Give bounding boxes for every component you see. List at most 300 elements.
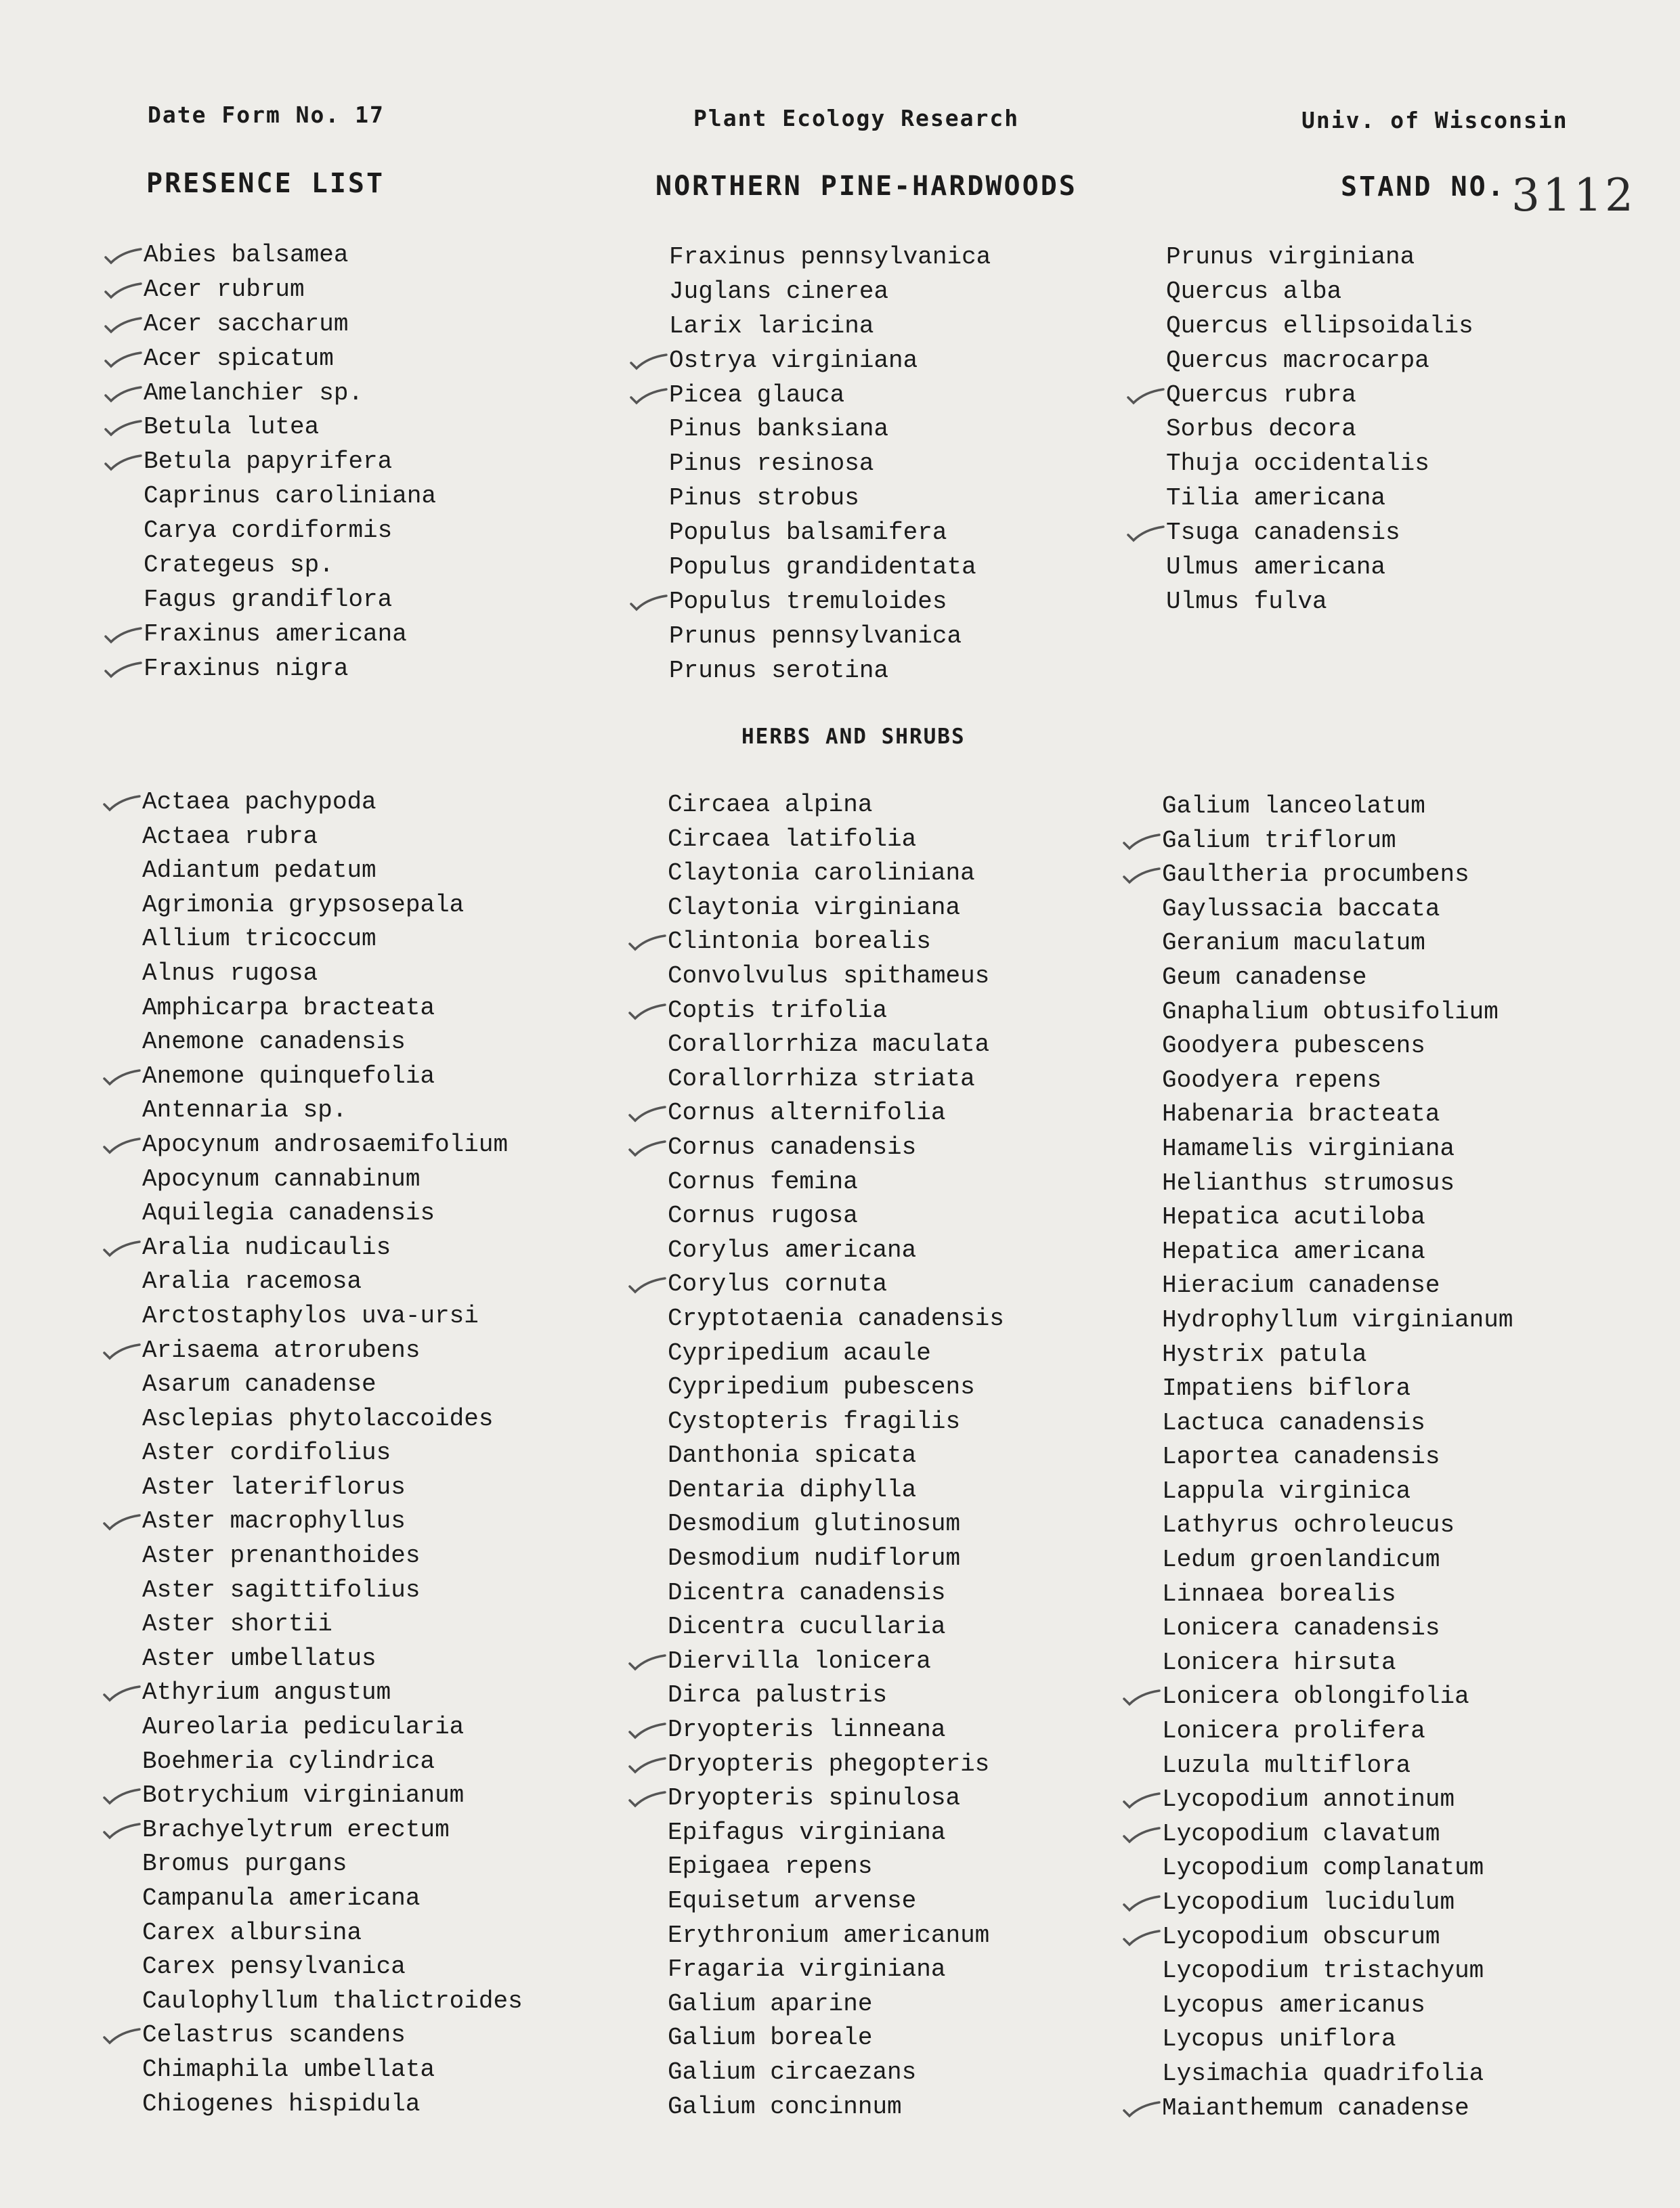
species-entry <box>669 240 991 275</box>
species-name: Aster macrophyllus <box>142 1507 406 1536</box>
species-name: Quercus rubra <box>1166 381 1356 409</box>
species-entry <box>1162 1029 1513 1064</box>
species-name: Acer rubrum <box>144 275 305 303</box>
check-mark-icon <box>627 351 668 371</box>
species-name: Prunus virginiana <box>1166 243 1415 271</box>
species-name: Lycopodium obscurum <box>1162 1922 1440 1951</box>
species-name: Lycopodium annotinum <box>1162 1785 1455 1814</box>
species-entry <box>1166 447 1473 481</box>
species-entry <box>668 1850 1004 1884</box>
species-entry <box>669 344 991 378</box>
species-entry <box>669 447 991 481</box>
species-name: Athyrium angustum <box>142 1679 391 1707</box>
check-mark-icon <box>102 624 142 645</box>
species-name: Diervilla lonicera <box>668 1647 931 1675</box>
species-entry <box>1162 1851 1513 1886</box>
species-name: Claytonia caroliniana <box>668 859 975 888</box>
species-entry <box>144 342 436 376</box>
species-entry <box>1162 1303 1513 1338</box>
species-entry <box>144 618 436 652</box>
species-name: Arisaema atrorubens <box>142 1336 421 1364</box>
species-name: Boehmeria cylindrica <box>142 1747 435 1775</box>
species-name: Corallorrhiza maculata <box>668 1031 990 1059</box>
species-name: Erythronium americanum <box>668 1921 990 1949</box>
check-mark-icon <box>626 1001 666 1021</box>
species-name: Dryopteris phegopteris <box>668 1750 990 1778</box>
species-entry <box>1162 1783 1513 1817</box>
check-mark-icon <box>102 659 142 679</box>
species-name: Anemone quinquefolia <box>142 1062 435 1090</box>
species-entry <box>1162 824 1513 859</box>
species-entry <box>1162 1817 1513 1852</box>
species-name: Aster sagittifolius <box>142 1576 421 1604</box>
species-entry <box>668 994 1004 1029</box>
species-name: Populus balsamifera <box>669 519 947 547</box>
species-entry <box>142 991 523 1026</box>
check-mark-icon <box>627 592 668 612</box>
species-name: Pinus strobus <box>669 484 859 513</box>
species-name: Chimaphila umbellata <box>142 2055 435 2083</box>
species-name: Actaea pachypoda <box>142 788 376 816</box>
species-entry <box>668 1679 1004 1713</box>
species-name: Hepatica americana <box>1162 1237 1425 1265</box>
species-entry <box>142 1847 523 1882</box>
species-name: Helianthus strumosus <box>1162 1169 1455 1197</box>
species-entry <box>144 479 436 514</box>
species-name: Ledum groenlandicum <box>1162 1546 1440 1574</box>
species-entry <box>668 1028 1004 1062</box>
species-entry <box>1162 2092 1513 2126</box>
check-mark-icon <box>1124 523 1165 543</box>
species-name: Cornus alternifolia <box>668 1099 946 1127</box>
species-entry <box>1162 1886 1513 1920</box>
species-entry <box>668 1473 1004 1508</box>
species-name: Prunus pennsylvanica <box>669 622 962 650</box>
species-entry <box>1162 1611 1513 1646</box>
species-name: Hystrix patula <box>1162 1340 1367 1368</box>
species-entry <box>668 1507 1004 1542</box>
species-name: Carex albursina <box>142 1918 362 1947</box>
species-name: Caprinus caroliniana <box>144 482 437 511</box>
species-entry <box>1162 1406 1513 1441</box>
species-entry <box>1162 995 1513 1030</box>
species-name: Dryopteris spinulosa <box>668 1784 961 1813</box>
species-entry <box>668 1748 1004 1782</box>
species-entry <box>142 1060 523 1094</box>
species-entry <box>1166 309 1473 344</box>
species-entry <box>1166 240 1473 275</box>
check-mark-icon <box>626 1754 666 1775</box>
check-mark-icon <box>100 792 141 813</box>
species-name: Desmodium glutinosum <box>668 1510 961 1538</box>
species-entry <box>669 516 991 550</box>
species-name: Apocynum androsaemifolium <box>142 1130 509 1159</box>
species-name: Galium lanceolatum <box>1162 792 1425 820</box>
check-mark-icon <box>1120 865 1161 885</box>
species-name: Crategeus sp. <box>144 551 334 580</box>
species-name: Agrimonia grypsosepala <box>142 890 465 919</box>
species-name: Aster lateriflorus <box>142 1473 406 1501</box>
species-entry <box>1162 1167 1513 1201</box>
species-name: Danthonia spicata <box>668 1442 917 1470</box>
check-mark-icon <box>100 1820 141 1840</box>
species-name: Fraxinus pennsylvanica <box>669 243 991 271</box>
species-name: Tsuga canadensis <box>1166 519 1400 547</box>
species-entry <box>1162 926 1513 961</box>
species-name: Epigaea repens <box>668 1853 873 1881</box>
species-entry <box>669 620 991 654</box>
species-entry <box>142 1231 523 1265</box>
species-entry <box>142 1402 523 1437</box>
species-entry <box>668 1062 1004 1097</box>
species-entry <box>1166 585 1473 620</box>
species-name: Dicentra canadensis <box>668 1578 946 1607</box>
species-name: Galium concinnum <box>668 2092 902 2121</box>
check-mark-icon <box>1120 1790 1161 1810</box>
species-name: Cystopteris fragilis <box>668 1407 961 1435</box>
species-name: Lycopodium lucidulum <box>1162 1888 1455 1916</box>
species-name: Linnaea borealis <box>1162 1580 1396 1608</box>
species-name: Epifagus virginiana <box>668 1818 946 1846</box>
species-name: Lycopodium clavatum <box>1162 1819 1440 1848</box>
form-number: Date Form No. 17 <box>148 102 385 128</box>
species-entry <box>1162 1338 1513 1372</box>
species-entry <box>1162 2022 1513 2057</box>
species-name: Fraxinus americana <box>144 620 407 648</box>
species-name: Galium boreale <box>668 2024 873 2052</box>
species-name: Actaea rubra <box>142 822 318 850</box>
species-name: Hepatica acutiloba <box>1162 1203 1425 1232</box>
species-name: Asarum canadense <box>142 1370 376 1399</box>
species-name: Populus tremuloides <box>669 587 947 615</box>
species-name: Campanula americana <box>142 1884 421 1912</box>
species-name: Gaultheria procumbens <box>1162 861 1469 889</box>
species-name: Cornus canadensis <box>668 1133 917 1161</box>
species-entry <box>668 1645 1004 1679</box>
species-name: Sorbus decora <box>1166 415 1356 443</box>
species-name: Geranium maculatum <box>1162 929 1425 957</box>
species-entry <box>1162 1509 1513 1543</box>
stand-label: STAND NO. <box>1341 171 1506 202</box>
species-entry <box>668 2056 1004 2090</box>
tree-column-1 <box>144 238 436 687</box>
species-name: Dirca palustris <box>668 1681 888 1710</box>
species-name: Equisetum arvense <box>668 1887 917 1915</box>
species-name: Habenaria bracteata <box>1162 1100 1440 1129</box>
stand-number-handwritten: 3112 <box>1511 169 1636 221</box>
species-entry <box>668 959 1004 994</box>
check-mark-icon <box>626 932 666 952</box>
check-mark-icon <box>102 417 142 437</box>
check-mark-icon <box>626 1138 666 1158</box>
check-mark-icon <box>102 245 142 265</box>
species-entry <box>668 1096 1004 1131</box>
species-name: Aureolaria pedicularia <box>142 1713 465 1741</box>
check-mark-icon <box>1120 1892 1161 1913</box>
species-entry <box>668 1439 1004 1473</box>
species-name: Lycopus americanus <box>1162 1991 1425 2019</box>
species-entry <box>1166 412 1473 447</box>
check-mark-icon <box>100 1238 141 1258</box>
check-mark-icon <box>1120 1687 1161 1707</box>
species-entry <box>1162 2057 1513 2092</box>
species-name: Lonicera canadensis <box>1162 1614 1440 1643</box>
species-entry <box>668 1610 1004 1645</box>
species-entry <box>668 1919 1004 1953</box>
species-entry <box>668 1268 1004 1302</box>
species-entry <box>142 1436 523 1471</box>
species-entry <box>668 1337 1004 1371</box>
species-entry <box>1162 961 1513 995</box>
species-name: Alnus rugosa <box>142 959 318 987</box>
species-entry <box>142 1163 523 1197</box>
species-name: Circaea alpina <box>668 791 873 819</box>
check-mark-icon <box>100 1341 141 1361</box>
species-entry <box>142 1985 523 2019</box>
species-name: Aster umbellatus <box>142 1644 376 1672</box>
species-entry <box>142 1471 523 1505</box>
check-mark-icon <box>100 1511 141 1532</box>
species-entry <box>1166 550 1473 585</box>
species-name: Abies balsamea <box>144 241 349 269</box>
species-name: Convolvulus spithameus <box>668 961 990 990</box>
check-mark-icon <box>102 452 142 472</box>
species-name: Populus grandidentata <box>669 553 976 582</box>
species-entry <box>142 1642 523 1676</box>
species-name: Tilia americana <box>1166 484 1386 513</box>
species-entry <box>669 585 991 620</box>
check-mark-icon <box>100 2025 141 2045</box>
species-entry <box>669 412 991 447</box>
species-name: Caulophyllum thalictroides <box>142 1987 523 2015</box>
species-name: Asclepias phytolaccoides <box>142 1404 494 1433</box>
species-name: Chiogenes hispidula <box>142 2090 421 2118</box>
species-name: Lycopodium complanatum <box>1162 1854 1484 1882</box>
species-name: Aster shortii <box>142 1610 332 1639</box>
species-name: Ulmus fulva <box>1166 587 1327 615</box>
check-mark-icon <box>102 383 142 404</box>
check-mark-icon <box>1120 2098 1161 2119</box>
check-mark-icon <box>626 1720 666 1740</box>
species-entry <box>142 1607 523 1642</box>
check-mark-icon <box>100 1785 141 1806</box>
species-name: Quercus alba <box>1166 277 1342 305</box>
species-name: Fragaria virginiana <box>668 1955 946 1984</box>
check-mark-icon <box>626 1651 666 1672</box>
species-name: Lonicera prolifera <box>1162 1717 1425 1746</box>
species-name: Prunus serotina <box>669 656 889 685</box>
species-entry <box>142 1196 523 1231</box>
species-entry <box>1162 1989 1513 2023</box>
species-entry <box>142 785 523 820</box>
species-name: Cryptotaenia canadensis <box>668 1304 1004 1333</box>
species-name: Lonicera hirsuta <box>1162 1648 1396 1676</box>
species-name: Cornus rugosa <box>668 1202 858 1230</box>
species-name: Adiantum pedatum <box>142 857 376 885</box>
species-name: Lathyrus ochroleucus <box>1162 1511 1455 1540</box>
species-entry <box>668 1131 1004 1165</box>
species-name: Ostrya virginiana <box>669 346 918 374</box>
species-entry <box>144 583 436 618</box>
check-mark-icon <box>1124 385 1165 406</box>
species-name: Aster prenanthoides <box>142 1542 421 1570</box>
species-name: Aster cordifolius <box>142 1439 391 1467</box>
species-name: Corylus americana <box>668 1236 917 1264</box>
species-entry <box>1162 1475 1513 1509</box>
species-entry <box>142 820 523 854</box>
species-name: Amelanchier sp. <box>144 378 364 407</box>
check-mark-icon <box>626 1274 666 1295</box>
species-name: Ulmus americana <box>1166 553 1386 582</box>
species-name: Acer spicatum <box>144 344 334 372</box>
check-mark-icon <box>102 280 142 300</box>
species-entry <box>669 275 991 309</box>
species-name: Betula papyrifera <box>144 448 393 476</box>
species-name: Acer saccharum <box>144 309 349 338</box>
species-entry <box>1162 1714 1513 1749</box>
species-name: Juglans cinerea <box>669 277 889 305</box>
species-name: Allium tricoccum <box>142 925 376 953</box>
check-mark-icon <box>102 349 142 369</box>
species-entry <box>144 445 436 479</box>
species-name: Arctostaphylos uva-ursi <box>142 1301 479 1330</box>
species-name: Bromus purgans <box>142 1850 347 1878</box>
species-entry <box>668 1987 1004 2022</box>
species-entry <box>669 481 991 516</box>
herbs-section-title: HERBS AND SHRUBS <box>741 724 966 749</box>
species-entry <box>142 1710 523 1745</box>
species-entry <box>1162 1235 1513 1270</box>
species-entry <box>142 854 523 888</box>
species-entry <box>668 2090 1004 2125</box>
species-name: Quercus macrocarpa <box>1166 346 1429 374</box>
species-name: Cypripedium acaule <box>668 1339 931 1367</box>
species-name: Carya cordiformis <box>144 517 393 545</box>
species-entry <box>1162 1372 1513 1406</box>
species-entry <box>1162 1749 1513 1783</box>
species-entry <box>142 2087 523 2122</box>
species-name: Galium triflorum <box>1162 826 1396 854</box>
species-entry <box>142 1094 523 1128</box>
species-entry <box>1166 275 1473 309</box>
species-entry <box>668 1542 1004 1576</box>
species-entry <box>1162 858 1513 892</box>
species-entry <box>668 1199 1004 1234</box>
species-entry <box>669 654 991 689</box>
species-name: Gnaphalium obtusifolium <box>1162 997 1499 1026</box>
species-entry <box>144 376 436 411</box>
species-entry <box>142 1676 523 1710</box>
species-name: Laportea canadensis <box>1162 1443 1440 1471</box>
species-name: Fraxinus nigra <box>144 654 349 683</box>
species-name: Lycopus uniflora <box>1162 2025 1396 2054</box>
species-name: Cornus femina <box>668 1167 858 1196</box>
species-name: Gaylussacia baccata <box>1162 894 1440 923</box>
species-entry <box>142 1882 523 1916</box>
species-entry <box>1162 789 1513 824</box>
species-entry <box>668 1370 1004 1405</box>
species-entry <box>142 1025 523 1060</box>
species-entry <box>144 514 436 548</box>
list-title: PRESENCE LIST <box>146 168 385 199</box>
species-name: Desmodium nudiflorum <box>668 1544 961 1573</box>
species-entry <box>1162 1954 1513 1989</box>
species-entry <box>1166 481 1473 516</box>
species-entry <box>142 1368 523 1402</box>
species-entry <box>142 1334 523 1368</box>
species-name: Thuja occidentalis <box>1166 450 1429 478</box>
university-name: Univ. of Wisconsin <box>1301 107 1568 133</box>
species-entry <box>668 925 1004 959</box>
species-entry <box>669 550 991 585</box>
community-title: NORTHERN PINE-HARDWOODS <box>655 171 1077 202</box>
species-name: Galium circaezans <box>668 2058 917 2086</box>
check-mark-icon <box>100 1066 141 1087</box>
check-mark-icon <box>626 1103 666 1123</box>
species-name: Botrychium virginianum <box>142 1781 465 1810</box>
organization-name: Plant Ecology Research <box>693 105 1020 131</box>
species-entry <box>144 652 436 687</box>
species-entry <box>668 1953 1004 1987</box>
species-name: Pinus banksiana <box>669 415 889 443</box>
species-entry <box>144 238 436 273</box>
species-entry <box>668 823 1004 857</box>
species-entry <box>142 2053 523 2087</box>
check-mark-icon <box>626 1788 666 1809</box>
species-entry <box>1162 1064 1513 1098</box>
species-entry <box>669 309 991 344</box>
species-name: Aralia nudicaulis <box>142 1233 391 1261</box>
species-entry <box>668 1576 1004 1611</box>
species-entry <box>142 1539 523 1574</box>
species-entry <box>142 957 523 991</box>
species-entry <box>1162 1920 1513 1955</box>
species-entry <box>142 1299 523 1334</box>
species-name: Geum canadense <box>1162 963 1367 991</box>
species-name: Maianthemum canadense <box>1162 2094 1469 2122</box>
species-entry <box>1162 1132 1513 1167</box>
species-name: Fagus grandiflora <box>144 585 393 613</box>
check-mark-icon <box>100 1683 141 1703</box>
species-name: Circaea latifolia <box>668 825 917 853</box>
species-entry <box>144 273 436 307</box>
species-entry <box>1162 1269 1513 1303</box>
species-entry <box>1162 1098 1513 1132</box>
species-name: Apocynum cannabinum <box>142 1165 421 1193</box>
species-name: Betula lutea <box>144 413 320 441</box>
species-name: Carex pensylvanica <box>142 1953 406 1981</box>
species-entry <box>142 1574 523 1608</box>
species-entry <box>142 1265 523 1299</box>
species-entry <box>144 307 436 342</box>
species-name: Luzula multiflora <box>1162 1751 1411 1779</box>
check-mark-icon <box>1120 1927 1161 1947</box>
check-mark-icon <box>627 385 668 406</box>
species-entry <box>668 891 1004 926</box>
species-name: Corylus cornuta <box>668 1270 888 1299</box>
check-mark-icon <box>102 314 142 334</box>
species-name: Lonicera oblongifolia <box>1162 1683 1469 1711</box>
species-entry <box>668 1234 1004 1268</box>
species-name: Lycopodium tristachyum <box>1162 1957 1484 1985</box>
species-entry <box>144 548 436 583</box>
species-entry <box>668 1302 1004 1337</box>
species-entry <box>142 1505 523 1539</box>
check-mark-icon <box>100 1135 141 1155</box>
species-name: Larix laricina <box>669 311 874 340</box>
species-name: Impatiens biflora <box>1162 1374 1411 1403</box>
species-entry <box>1166 378 1473 413</box>
